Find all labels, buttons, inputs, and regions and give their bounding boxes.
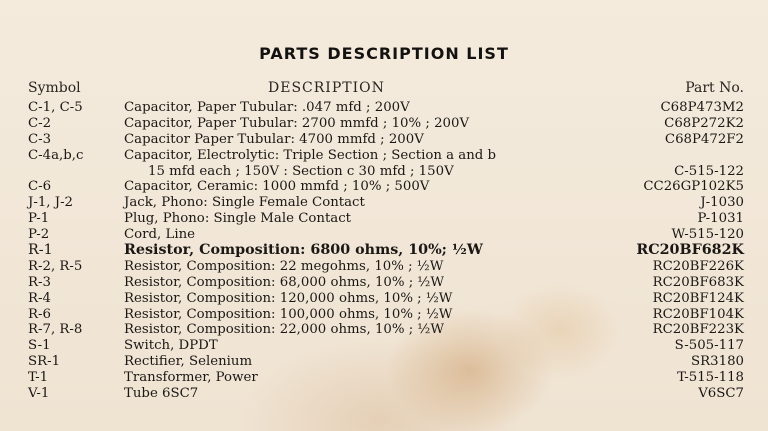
description-cell: Capacitor, Paper Tubular: 2700 mmfd ; 10% ; 200V: [124, 115, 470, 131]
part-number-cell: W-515-120: [671, 227, 744, 243]
part-number-cell: RC20BF223K: [652, 322, 744, 338]
table-row: [0, 116, 768, 132]
description-cell: Resistor, Composition: 68,000 ohms, 10% ; ½W: [124, 274, 444, 290]
description-cell: Capacitor Paper Tubular: 4700 mmfd ; 200V: [124, 131, 424, 147]
part-number-cell: C68P272K2: [664, 115, 744, 131]
table-row: [0, 179, 768, 195]
symbol-cell: T-1: [28, 370, 49, 386]
table-row: [0, 148, 768, 164]
symbol-cell: SR-1: [28, 354, 61, 370]
table-row: [0, 132, 768, 148]
description-cell: Resistor, Composition: 22 megohms, 10% ; ½W: [124, 258, 444, 274]
table-row: [0, 243, 768, 259]
symbol-cell: R-3: [28, 274, 51, 290]
table-row: [0, 370, 768, 386]
description-cell: Rectifier, Selenium: [124, 354, 253, 370]
symbol-cell: R-2, R-5: [28, 258, 83, 274]
part-number-cell: S-505-117: [674, 338, 744, 354]
part-number-cell: P-1031: [697, 211, 744, 227]
table-row: [0, 195, 768, 211]
table-row: [0, 259, 768, 275]
description-cell: Resistor, Composition: 6800 ohms, 10%; ½W: [124, 242, 483, 259]
part-number-cell: CC26GP102K5: [643, 179, 744, 195]
part-number-cell: RC20BF124K: [652, 290, 744, 306]
symbol-cell: C-6: [28, 179, 52, 195]
table-row: [0, 307, 768, 323]
symbol-cell: C-1, C-5: [28, 100, 83, 115]
table-row: [0, 291, 768, 307]
table-row: [0, 100, 768, 116]
description-cell: Capacitor, Ceramic: 1000 mmfd ; 10% ; 500V: [124, 179, 430, 195]
symbol-cell: J-1, J-2: [28, 195, 74, 211]
part-number-column-header: Part No.: [685, 80, 744, 96]
description-cell: Capacitor, Paper Tubular: .047 mfd ; 200V: [124, 100, 410, 115]
table-row: [0, 227, 768, 243]
description-cell: Capacitor, Electrolytic: Triple Section ; Section a and b: [124, 147, 497, 163]
description-cell: Resistor, Composition: 22,000 ohms, 10% ; ½W: [124, 322, 444, 338]
part-number-cell: RC20BF104K: [652, 306, 744, 322]
table-row: [0, 322, 768, 338]
part-number-cell: RC20BF226K: [652, 258, 744, 274]
page-title: PARTS DESCRIPTION LIST: [259, 44, 509, 63]
part-number-cell: RC20BF682K: [636, 242, 744, 259]
part-number-cell: C-515-122: [674, 163, 744, 179]
description-cell: 15 mfd each ; 150V : Section c 30 mfd ; 150V: [148, 163, 454, 179]
symbol-cell: C-4a,b,c: [28, 147, 84, 163]
symbol-cell: S-1: [28, 338, 51, 354]
table-row: [0, 211, 768, 227]
table-row: [0, 338, 768, 354]
symbol-cell: R-4: [28, 290, 51, 306]
part-number-cell: C68P472F2: [664, 131, 744, 147]
description-cell: Tube 6SC7: [124, 386, 199, 402]
symbol-cell: R-6: [28, 306, 51, 322]
part-number-cell: SR3180: [691, 354, 744, 370]
description-cell: Jack, Phono: Single Female Contact: [124, 195, 365, 211]
description-cell: Switch, DPDT: [124, 338, 218, 354]
symbol-cell: R-7, R-8: [28, 322, 83, 338]
description-cell: Resistor, Composition: 120,000 ohms, 10% ; ½W: [124, 290, 453, 306]
table-row: [0, 275, 768, 291]
description-cell: Resistor, Composition: 100,000 ohms, 10% ; ½W: [124, 306, 453, 322]
symbol-cell: C-3: [28, 131, 52, 147]
description-cell: Transformer, Power: [124, 370, 258, 386]
description-column-header: DESCRIPTION: [268, 80, 385, 96]
table-row: [0, 386, 768, 402]
table-row: [0, 354, 768, 370]
parts-table: [0, 100, 768, 402]
symbol-cell: R-1: [28, 242, 53, 259]
part-number-cell: C68P473M2: [660, 100, 744, 115]
part-number-cell: T-515-118: [677, 370, 744, 386]
symbol-cell: P-1: [28, 211, 50, 227]
description-cell: Cord, Line: [124, 227, 196, 243]
symbol-cell: C-2: [28, 115, 52, 131]
symbol-cell: V-1: [28, 386, 50, 402]
table-row: [0, 164, 768, 180]
description-cell: Plug, Phono: Single Male Contact: [124, 211, 352, 227]
part-number-cell: RC20BF683K: [652, 274, 744, 290]
part-number-cell: V6SC7: [698, 386, 744, 402]
part-number-cell: J-1030: [700, 195, 744, 211]
symbol-column-header: Symbol: [28, 80, 81, 96]
symbol-cell: P-2: [28, 227, 50, 243]
